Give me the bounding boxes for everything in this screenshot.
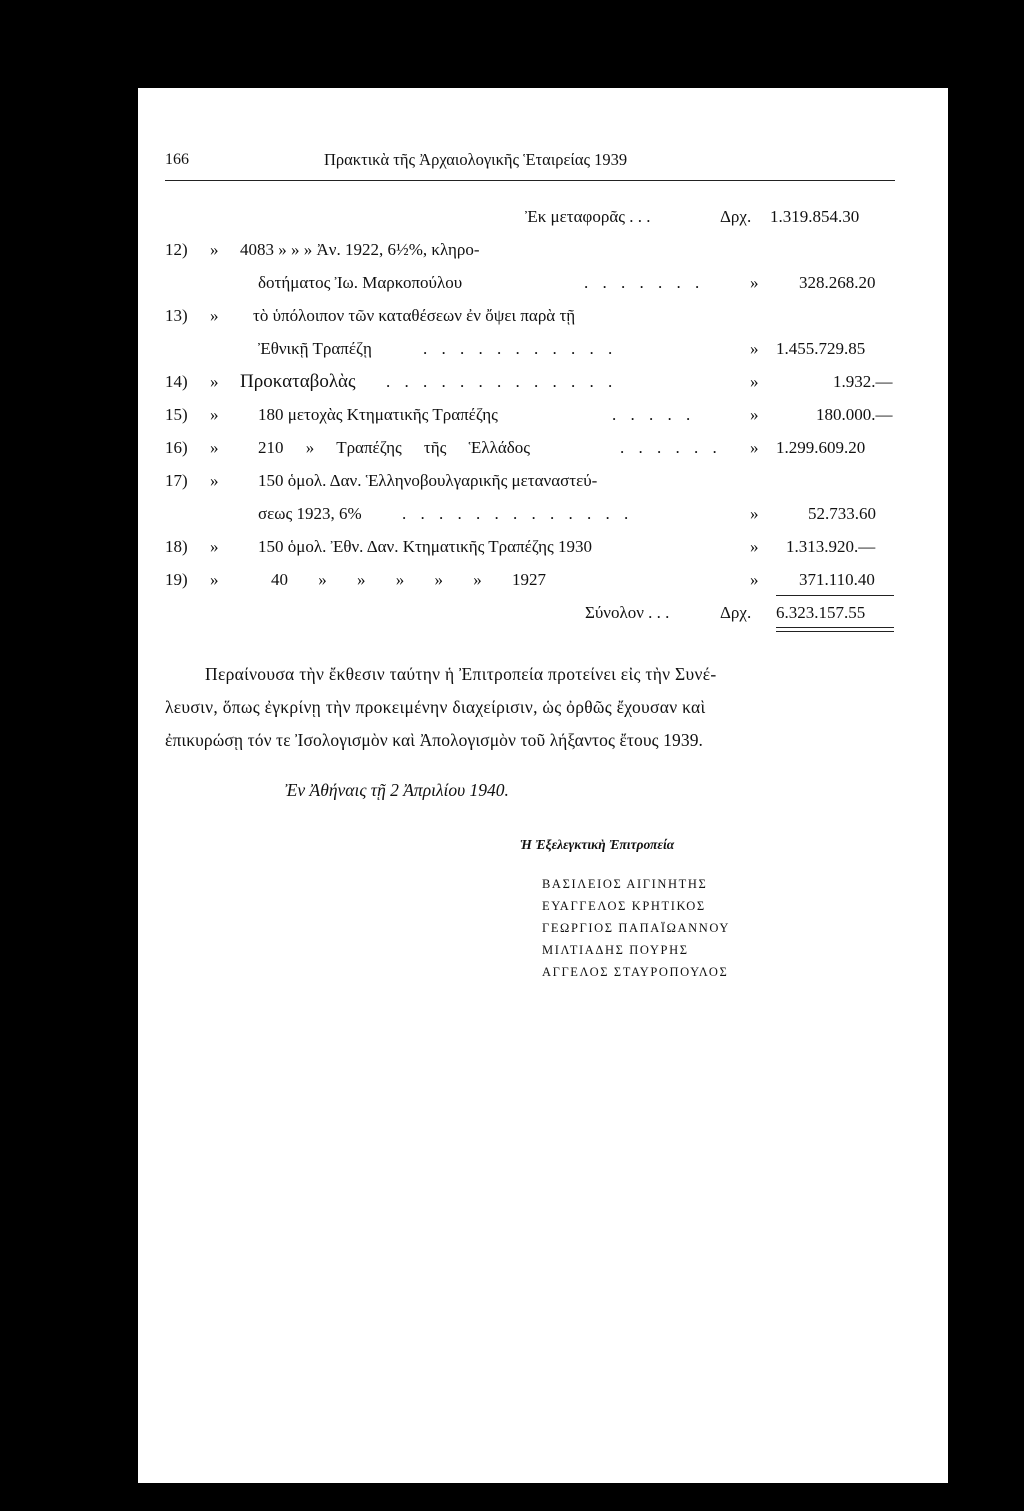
row-text: 40 » » » » » 1927	[271, 570, 546, 589]
printed-sheet	[138, 88, 948, 1483]
row-ditto: »	[750, 273, 759, 292]
header-rule	[165, 180, 895, 181]
carried-currency: Δρχ.	[720, 207, 752, 226]
total-double-rule-top	[776, 627, 894, 628]
row-mark: »	[210, 405, 219, 424]
signatory-name: ΑΓΓΕΛΟΣ ΣΤΑΥΡΟΠΟΥΛΟΣ	[542, 965, 729, 979]
row-number: 12)	[165, 240, 188, 259]
row-ditto: »	[750, 537, 759, 556]
row-ditto: »	[750, 570, 759, 589]
signatory-name: ΓΕΩΡΓΙΟΣ ΠΑΠΑΪΩΑΝΝΟΥ	[542, 921, 730, 935]
row-text: 180 μετοχὰς Κτηματικῆς Τραπέζης	[258, 405, 498, 424]
row-number: 15)	[165, 405, 188, 424]
row-text: 150 ὁμολ. Δαν. Ἑλληνοβουλγαρικῆς μεταναστεύ-	[258, 471, 598, 490]
row-text-continued: δοτήματος Ἰω. Μαρκοπούλου	[258, 273, 463, 292]
row-amount: 1.313.920.—	[786, 537, 876, 556]
row-number: 14)	[165, 372, 188, 391]
carried-label: Ἐκ μεταφορᾶς . . .	[525, 207, 651, 226]
row-amount: 1.455.729.85	[776, 339, 866, 358]
row-amount: 1.299.609.20	[776, 438, 866, 457]
row-leader-dots: . . . . . . . . . . .	[423, 339, 618, 358]
carried-amount: 1.319.854.30	[770, 207, 860, 226]
row-text-continued: Ἐθνικῇ Τραπέζῃ	[258, 339, 372, 358]
row-leader-dots: . . . . . . . . . . . . .	[386, 372, 618, 391]
total-amount: 6.323.157.55	[776, 603, 866, 622]
row-mark: »	[210, 537, 219, 556]
row-number: 13)	[165, 306, 188, 325]
total-label: Σύνολον . . .	[585, 603, 670, 622]
signatory-name: ΒΑΣΙΛΕΙΟΣ ΑΙΓΙΝΗΤΗΣ	[542, 877, 708, 891]
row-ditto: »	[750, 372, 759, 391]
place-date: Ἐν Ἀθήναις τῇ 2 Ἀπριλίου 1940.	[285, 780, 509, 800]
row-mark: »	[210, 438, 219, 457]
row-amount: 371.110.40	[799, 570, 875, 589]
row-amount: 328.268.20	[799, 273, 876, 292]
row-mark: »	[210, 570, 219, 589]
row-ditto: »	[750, 438, 759, 457]
row-ditto: »	[750, 405, 759, 424]
row-number: 16)	[165, 438, 188, 457]
signatory-name: ΕΥΑΓΓΕΛΟΣ ΚΡΗΤΙΚΟΣ	[542, 899, 706, 913]
row-number: 19)	[165, 570, 188, 589]
row-number: 17)	[165, 471, 188, 490]
row-leader-dots: . . . . . . .	[584, 273, 705, 292]
row-text: 210 » Τραπέζης τῆς Ἑλλάδος	[258, 438, 530, 457]
row-amount: 52.733.60	[808, 504, 876, 523]
row-text: 150 ὁμολ. Ἐθν. Δαν. Κτηματικῆς Τραπέζης 1930	[258, 537, 593, 556]
row-leader-dots: . . . . . . . . . . . . .	[402, 504, 634, 523]
row-leader-dots: . . . . . .	[620, 438, 722, 457]
row-mark: »	[210, 240, 219, 259]
closing-paragraph-line: Περαίνουσα τὴν ἔκθεσιν ταύτην ἡ Ἐπιτροπεία προτείνει εἰς τὴν Συνέ-	[205, 664, 717, 684]
signatory-name: ΜΙΛΤΙΑΔΗΣ ΠΟΥΡΗΣ	[542, 943, 689, 957]
closing-paragraph-line: λευσιν, ὅπως ἐγκρίνῃ τὴν προκειμένην διαχείρισιν, ὡς ὀρθῶς ἔχουσαν καὶ	[165, 697, 706, 717]
row-text-continued: σεως 1923, 6%	[258, 504, 362, 523]
row-amount: 180.000.—	[816, 405, 893, 424]
sum-rule	[776, 595, 894, 596]
row-ditto: »	[750, 339, 759, 358]
row-mark: »	[210, 372, 219, 391]
row-text: Προκαταβολὰς	[240, 371, 356, 392]
row-text: 4083 » » » Ἀν. 1922, 6½%, κληρο-	[240, 240, 480, 259]
committee-title: Ἡ Ἐξελεγκτικὴ Ἐπιτροπεία	[520, 837, 675, 852]
total-currency: Δρχ.	[720, 603, 752, 622]
row-ditto: »	[750, 504, 759, 523]
closing-paragraph-line: ἐπικυρώσῃ τόν τε Ἰσολογισμὸν καὶ Ἀπολογισμὸν τοῦ λήξαντος ἔτους 1939.	[165, 730, 704, 750]
running-title: Πρακτικὰ τῆς Ἀρχαιολογικῆς Ἑταιρείας 1939	[324, 150, 628, 169]
row-number: 18)	[165, 537, 188, 556]
row-mark: »	[210, 306, 219, 325]
row-text: τὸ ὑπόλοιπον τῶν καταθέσεων ἐν ὄψει παρὰ τῇ	[253, 306, 576, 325]
row-amount: 1.932.—	[833, 372, 893, 391]
total-double-rule-bottom	[776, 631, 894, 632]
row-mark: »	[210, 471, 219, 490]
page-number: 166	[165, 151, 189, 168]
row-leader-dots: . . . . .	[612, 405, 696, 424]
